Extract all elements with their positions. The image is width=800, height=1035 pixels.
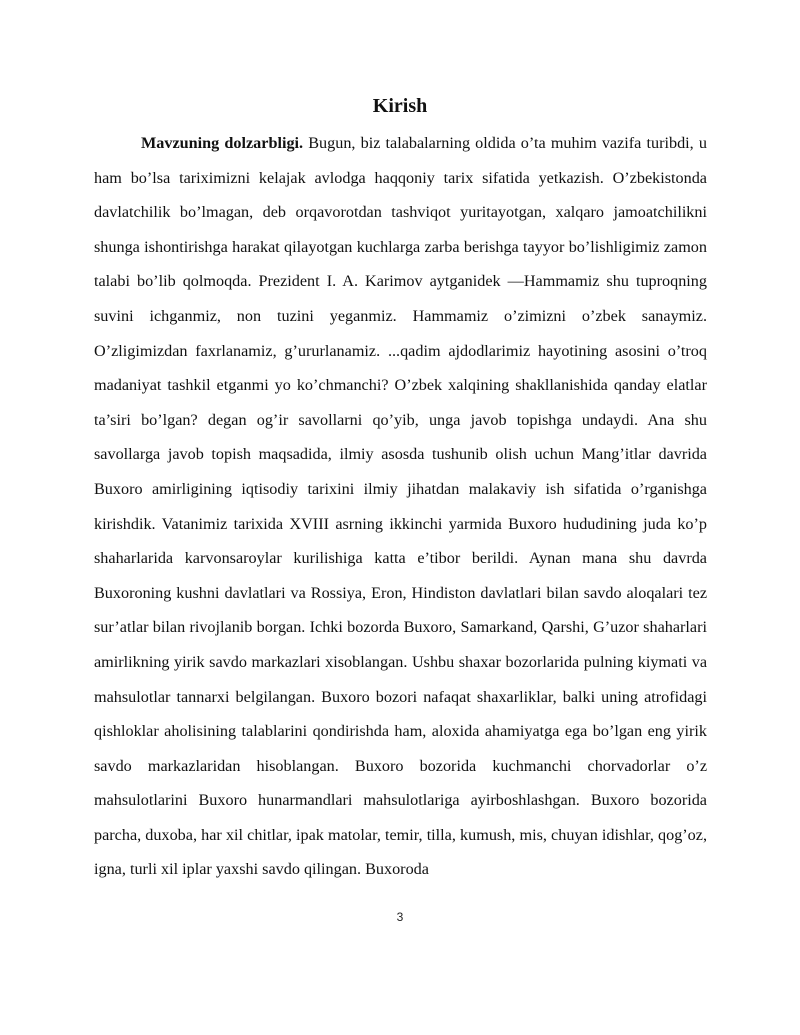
paragraph-lead: Mavzuning dolzarbligi. [141, 134, 304, 152]
section-heading: Kirish [372, 95, 428, 117]
paragraph-text: Bugun, biz talabalarning oldida o’ta muhim vazifa turibdi, u ham bo’lsa tariximizni kelajak avlodga haqqoniy tarix sifatida yetkazish. O’zbekistonda davlatchilik bo’lmagan, deb orqavorotdan tashviqot yuritayotgan, xalqaro jamoatchilikni shunga ishontirishga harakat qilayotgan kuchlarga zarba berishga tayyor bo’lishligimiz zamon talabi bo’lib qolmoqda. Prezident I. A. Karimov aytganidek —Hammamiz shu tuproqning suvini ichganmiz, non tuzini yeganmiz. Hammamiz o’zimizni o’zbek sanaymiz. O’zligimizdan faxrlanamiz, g’ururlanamiz. ...qadim ajdodlarimiz hayotining asosini o’troq madaniyat tashkil etganmi yo ko’chmanchi? O’zbek xalqining shakllanishida qanday elatlar ta’siri bo’lgan? degan og’ir savollarni qo’yib, unga javob topishga undaydi. Ana shu savollarga javob topish maqsadida, ilmiy asosda tushunib olish uchun Mang’itlar davrida Buxoro amirligining iqtisodiy tarixini ilmiy jihatdan malakaviy ish sifatida o’rganishga kirishdik. Vatanimiz tarixida XVIII asrning ikkinchi yarmida Buxoro hududining juda ko’p shaharlarida karvonsaroylar kurilishiga katta e’tibor berildi. Aynan mana shu davrda Buxoroning kushni davlatlari va Rossiya, Eron, Hindiston davlatlari bilan savdo aloqalari tez sur’atlar bilan rivojlanib borgan. Ichki bozorda Buxoro, Samarkand, Qarshi, G’uzor shaharlari amirlikning yirik savdo markazlari xisoblangan. Ushbu shaxar bozorlarida pulning kiymati va mahsulotlar tannarxi belgilangan. Buxoro bozori nafaqat shaxarliklar, balki uning atrofidagi qishloklar aholisining talablarini qondirishda ham, aloxida ahamiyatga ega bo’lgan eng yirik savdo markazlaridan hisoblangan. Buxoro bozorida kuchmanchi chorvadorlar o’z mahsulotlarini Buxoro hunarmandlari mahsulotlariga ayirboshlashgan. Buxoro bozorida parcha, duxoba, har xil chitlar, ipak matolar, temir, tilla, kumush, mis, chuyan idishlar, qog’oz, igna, turli xil iplar yaxshi savdo qilingan. Buxoroda [94, 134, 707, 879]
body-paragraph [94, 126, 707, 887]
page-number: 3 [396, 910, 404, 924]
